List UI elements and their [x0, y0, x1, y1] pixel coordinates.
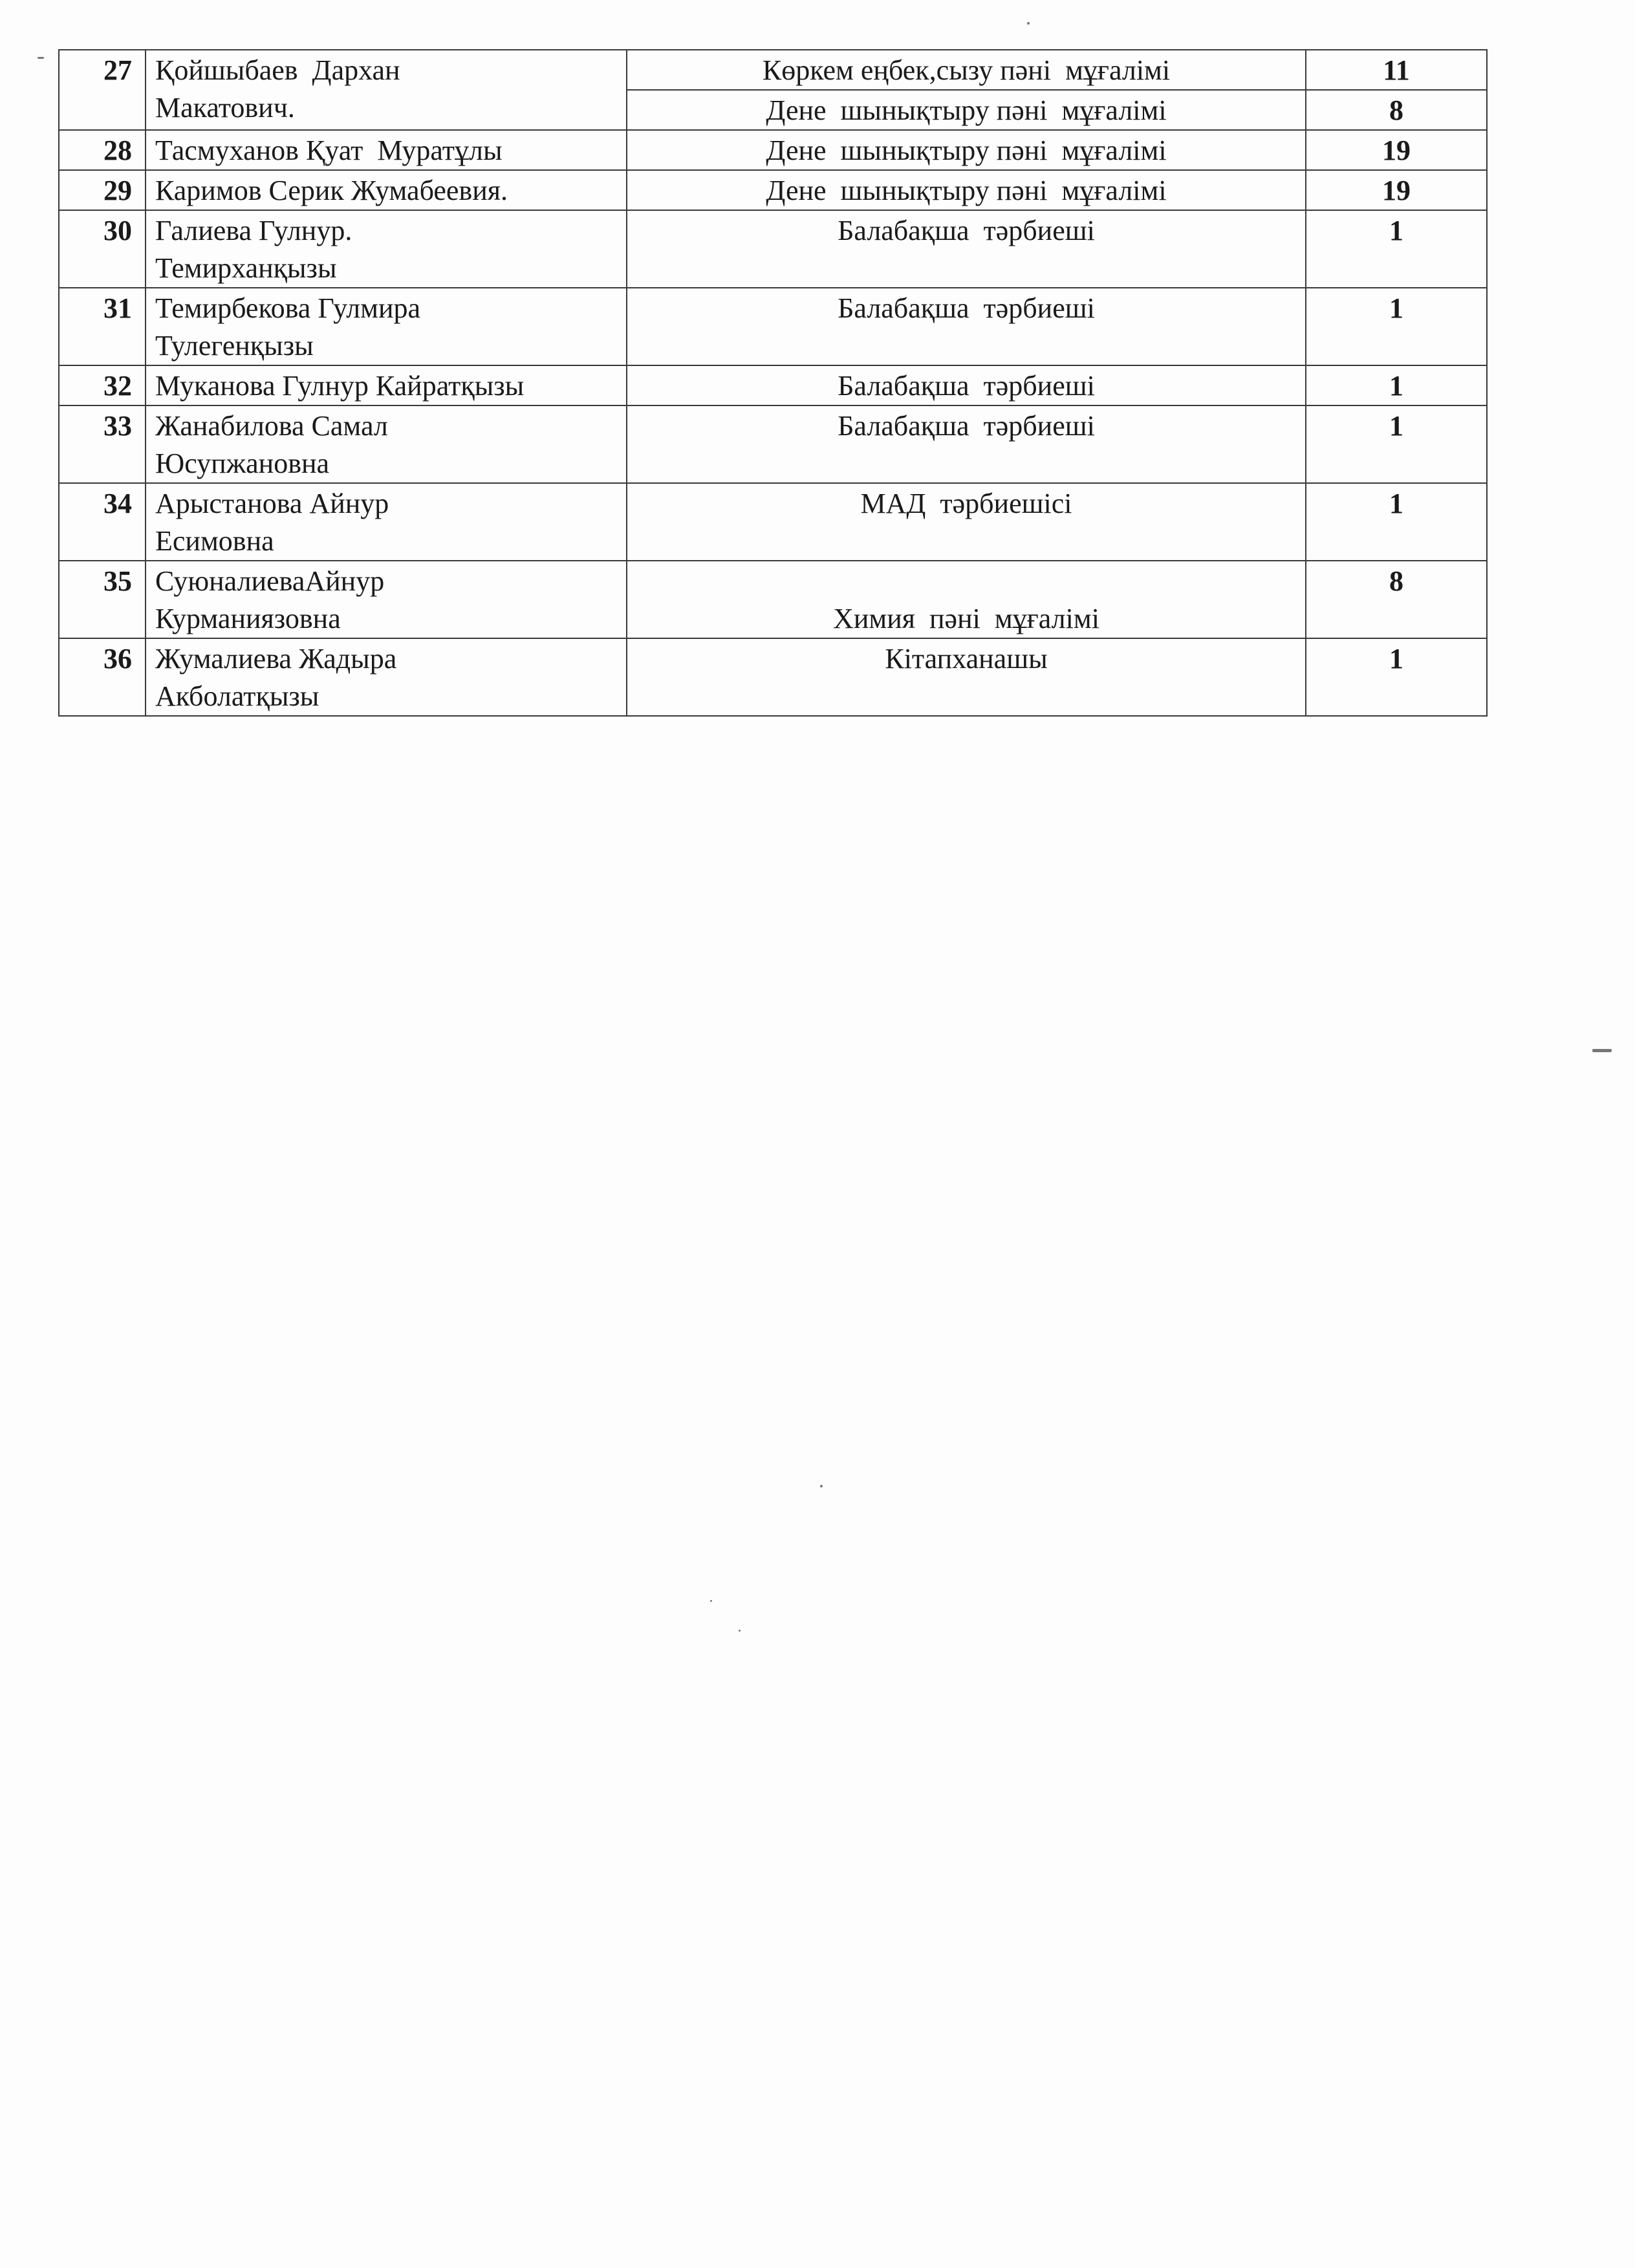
hours-cell: 8 — [1306, 561, 1487, 638]
position-cell: Балабақша тәрбиеші — [627, 210, 1306, 288]
hours-cell: 19 — [1306, 170, 1487, 210]
row-number: 29 — [59, 170, 146, 210]
row-number: 31 — [59, 288, 146, 365]
employee-name: Каримов Серик Жумабеевия. — [146, 170, 627, 210]
employee-name: Арыстанова Айнур Есимовна — [146, 483, 627, 561]
position-cell: Балабақша тәрбиеші — [627, 288, 1306, 365]
scan-speck — [739, 1630, 741, 1632]
staff-table — [58, 49, 1488, 717]
scan-speck — [1592, 1049, 1612, 1052]
employee-name: Қойшыбаев Дархан Макатович. — [146, 50, 627, 130]
table-row — [59, 288, 1487, 365]
hours-cell: 11 — [1306, 50, 1487, 90]
table-row — [59, 210, 1487, 288]
hours-cell: 1 — [1306, 638, 1487, 716]
table-row — [59, 561, 1487, 638]
employee-name: СуюналиеваАйнур Курманиязовна — [146, 561, 627, 638]
table-row — [59, 50, 1487, 90]
table-row — [59, 170, 1487, 210]
row-number: 30 — [59, 210, 146, 288]
hours-cell: 1 — [1306, 483, 1487, 561]
row-number: 34 — [59, 483, 146, 561]
table-row — [59, 405, 1487, 483]
hours-cell: 1 — [1306, 288, 1487, 365]
employee-name: Жанабилова Самал Юсупжановна — [146, 405, 627, 483]
table-row — [59, 365, 1487, 405]
employee-name: Муканова Гулнур Кайратқызы — [146, 365, 627, 405]
scan-speck — [710, 1600, 712, 1602]
position-cell: Дене шынықтыру пәні мұғалімі — [627, 90, 1306, 130]
employee-name: Тасмуханов Қуат Муратұлы — [146, 130, 627, 170]
row-number: 36 — [59, 638, 146, 716]
scan-speck — [38, 57, 44, 59]
position-cell: МАД тәрбиешісі — [627, 483, 1306, 561]
row-number: 33 — [59, 405, 146, 483]
table-row — [59, 130, 1487, 170]
scan-speck — [820, 1485, 823, 1487]
position-cell: Балабақша тәрбиеші — [627, 365, 1306, 405]
row-number: 28 — [59, 130, 146, 170]
employee-name: Жумалиева Жадыра Акболатқызы — [146, 638, 627, 716]
hours-cell: 8 — [1306, 90, 1487, 130]
employee-name: Галиева Гулнур. Темирханқызы — [146, 210, 627, 288]
position-cell: Көркем еңбек,сызу пәні мұғалімі — [627, 50, 1306, 90]
hours-cell: 1 — [1306, 210, 1487, 288]
hours-cell: 19 — [1306, 130, 1487, 170]
position-cell: Кітапханашы — [627, 638, 1306, 716]
position-cell: Дене шынықтыру пәні мұғалімі — [627, 130, 1306, 170]
position-cell: Балабақша тәрбиеші — [627, 405, 1306, 483]
row-number: 35 — [59, 561, 146, 638]
hours-cell: 1 — [1306, 365, 1487, 405]
hours-cell: 1 — [1306, 405, 1487, 483]
table-row — [59, 483, 1487, 561]
row-number: 27 — [59, 50, 146, 130]
table-row — [59, 638, 1487, 716]
employee-name: Темирбекова Гулмира Тулегенқызы — [146, 288, 627, 365]
scan-speck — [1027, 22, 1030, 25]
position-cell: Химия пәні мұғалімі — [627, 561, 1306, 638]
position-cell: Дене шынықтыру пәні мұғалімі — [627, 170, 1306, 210]
row-number: 32 — [59, 365, 146, 405]
